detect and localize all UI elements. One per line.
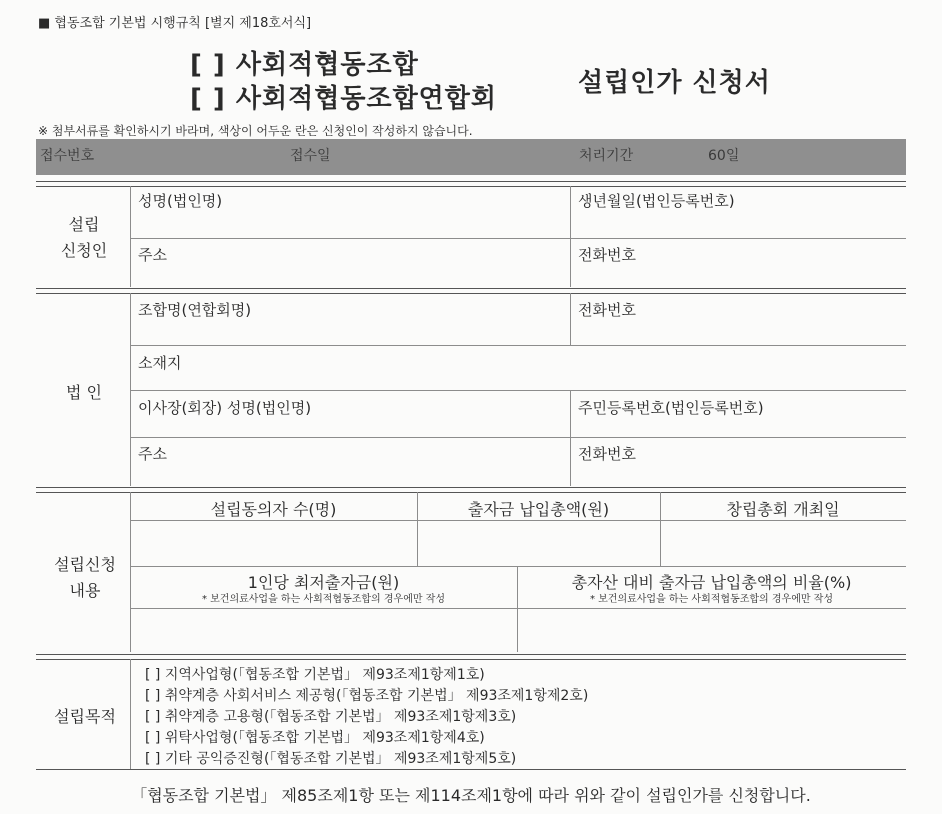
investment-ratio-note: * 보건의료사업을 하는 사회적협동조합의 경우에만 작성 [589, 594, 834, 605]
union-phone-field[interactable]: 전화번호 [578, 301, 636, 319]
title-option-federation: [ ] 사회적협동조합연합회 [190, 84, 498, 114]
total-investment-header: 출자금 납입총액(원) [467, 500, 610, 519]
section-divider [36, 487, 906, 493]
purpose-option-regional[interactable]: [ ] 지역사업형(「협동조합 기본법」 제93조제1항제1호) [145, 667, 485, 683]
receipt-date-label: 접수일 [290, 148, 331, 164]
chair-phone-field[interactable]: 전화번호 [578, 445, 636, 463]
applicant-address-field[interactable]: 주소 [138, 246, 167, 264]
processing-period-label: 처리기간 [579, 148, 634, 164]
section-divider [36, 654, 906, 660]
processing-period-value: 60일 [708, 148, 740, 164]
min-investment-note: * 보건의료사업을 하는 사회적협동조합의 경우에만 작성 [201, 594, 446, 605]
section-divider [36, 181, 906, 187]
purpose-option-employment[interactable]: [ ] 취약계층 고용형(「협동조합 기본법」 제93조제1항제3호) [145, 709, 517, 725]
page-title: 설립인가 신청서 [578, 68, 771, 98]
location-field[interactable]: 소재지 [138, 354, 182, 372]
chair-name-field[interactable]: 이사장(회장) 성명(법인명) [138, 399, 312, 417]
corporation-section-label: 법 인 [66, 383, 102, 402]
notice-text: ※ 첨부서류를 확인하시기 바라며, 색상이 어두운 란은 신청인이 작성하지 않습니다. [38, 124, 473, 138]
resident-number-field[interactable]: 주민등록번호(법인등록번호) [578, 399, 764, 417]
section-divider [36, 288, 906, 294]
founding-meeting-date-header: 창립총회 개최일 [726, 500, 840, 519]
receipt-row [36, 139, 906, 175]
applicant-name-field[interactable]: 성명(법인명) [138, 192, 223, 210]
receipt-number-label: 접수번호 [40, 148, 95, 164]
purpose-section-label: 설립목적 [54, 707, 116, 726]
applicant-birth-field[interactable]: 생년월일(법인등록번호) [578, 192, 735, 210]
purpose-option-public-interest[interactable]: [ ] 기타 공익증진형(「협동조합 기본법」 제93조제1항제5호) [145, 751, 517, 767]
form-reference: ■ 협동조합 기본법 시행규칙 [별지 제18호서식] [38, 16, 312, 31]
investment-ratio-header: 총자산 대비 출자금 납입총액의 비율(%) [571, 573, 852, 592]
union-name-field[interactable]: 조합명(연합회명) [138, 301, 252, 319]
purpose-option-consignment[interactable]: [ ] 위탁사업형(「협동조합 기본법」 제93조제1항제4호) [145, 730, 485, 746]
min-investment-header: 1인당 최저출자금(원) [247, 573, 400, 592]
applicant-section-label: 설립 신청인 [60, 215, 108, 260]
purpose-option-social-service[interactable]: [ ] 취약계층 사회서비스 제공형(「협동조합 기본법」 제93조제1항제2호) [145, 688, 589, 704]
declaration-text: 「협동조합 기본법」 제85조제1항 또는 제114조제1항에 따라 위와 같이 설립인가를 신청합니다. [131, 786, 811, 805]
chair-address-field[interactable]: 주소 [138, 445, 167, 463]
title-option-cooperative: [ ] 사회적협동조합 [190, 50, 419, 80]
applicant-phone-field[interactable]: 전화번호 [578, 246, 636, 264]
consenters-count-header: 설립동의자 수(명) [210, 500, 337, 519]
establishment-section-label: 설립신청 내용 [54, 555, 116, 600]
